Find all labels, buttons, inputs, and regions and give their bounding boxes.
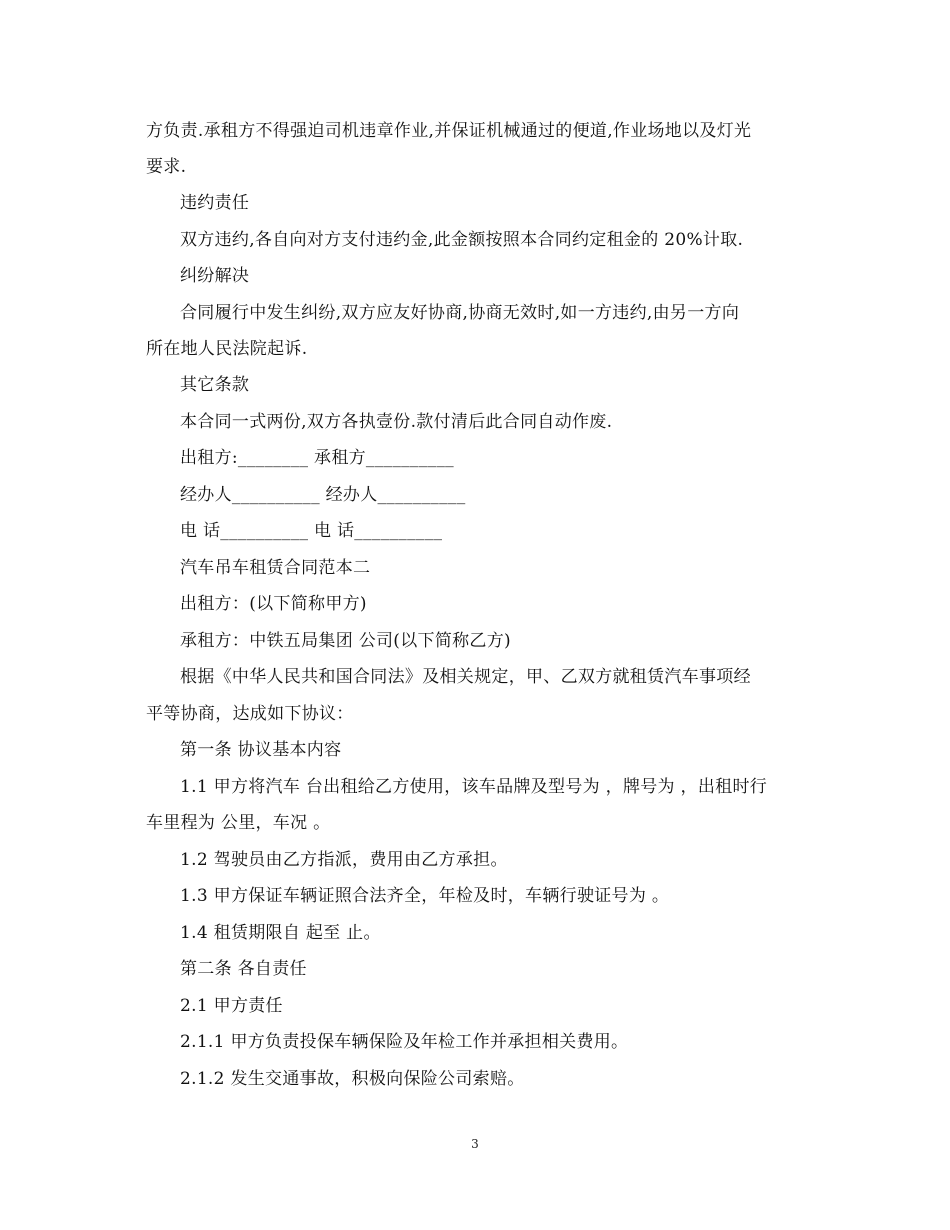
text-line: 平等协商，达成如下协议： — [146, 704, 354, 724]
text-line: 合同履行中发生纠纷,双方应友好协商,协商无效时,如一方违约,由另一方向 — [180, 303, 740, 323]
party-a: 出租方：(以下简称甲方) — [180, 594, 367, 614]
text-line: 方负责.承租方不得强迫司机违章作业,并保证机械通过的便道,作业场地以及灯光 — [146, 121, 752, 141]
text-line: 车里程为 公里，车况 。 — [146, 813, 331, 833]
text-line: 1.3 甲方保证车辆证照合法齐全，年检及时，车辆行驶证号为 。 — [180, 886, 670, 906]
text-line: 2.1.1 甲方负责投保车辆保险及年检工作并承担相关费用。 — [180, 1032, 629, 1052]
article-heading: 第二条 各自责任 — [180, 959, 307, 979]
contract-title: 汽车吊车租赁合同范本二 — [180, 558, 371, 578]
signature-line-phone: 电 话__________ 电 话__________ — [180, 521, 443, 541]
party-b: 承租方：中铁五局集团 公司(以下简称乙方) — [180, 631, 511, 651]
text-line: 2.1.2 发生交通事故，积极向保险公司索赔。 — [180, 1069, 525, 1089]
text-line: 要求. — [146, 157, 187, 177]
text-line: 所在地人民法院起诉. — [146, 339, 308, 359]
text-line: 1.1 甲方将汽车 台出租给乙方使用，该车品牌及型号为 ，牌号为 ，出租时行 — [180, 777, 768, 797]
section-heading: 违约责任 — [180, 193, 250, 213]
text-line: 双方违约,各自向对方支付违约金,此金额按照本合同约定租金的 20%计取. — [180, 230, 744, 250]
article-heading: 第一条 协议基本内容 — [180, 740, 342, 760]
text-line: 根据《中华人民共和国合同法》及相关规定，甲、乙双方就租赁汽车事项经 — [180, 667, 751, 687]
signature-line-lessor: 出租方:________ 承租方__________ — [180, 448, 454, 468]
section-heading: 其它条款 — [180, 375, 250, 395]
text-line: 1.2 驾驶员由乙方指派，费用由乙方承担。 — [180, 850, 508, 870]
page-number: 3 — [471, 1137, 479, 1151]
text-line: 1.4 租赁期限自 起至 止。 — [180, 923, 381, 943]
section-heading: 纠纷解决 — [180, 266, 250, 286]
text-line: 本合同一式两份,双方各执壹份.款付清后此合同自动作废. — [180, 412, 613, 432]
text-line: 2.1 甲方责任 — [180, 996, 283, 1016]
signature-line-agent: 经办人__________ 经办人__________ — [180, 485, 466, 505]
